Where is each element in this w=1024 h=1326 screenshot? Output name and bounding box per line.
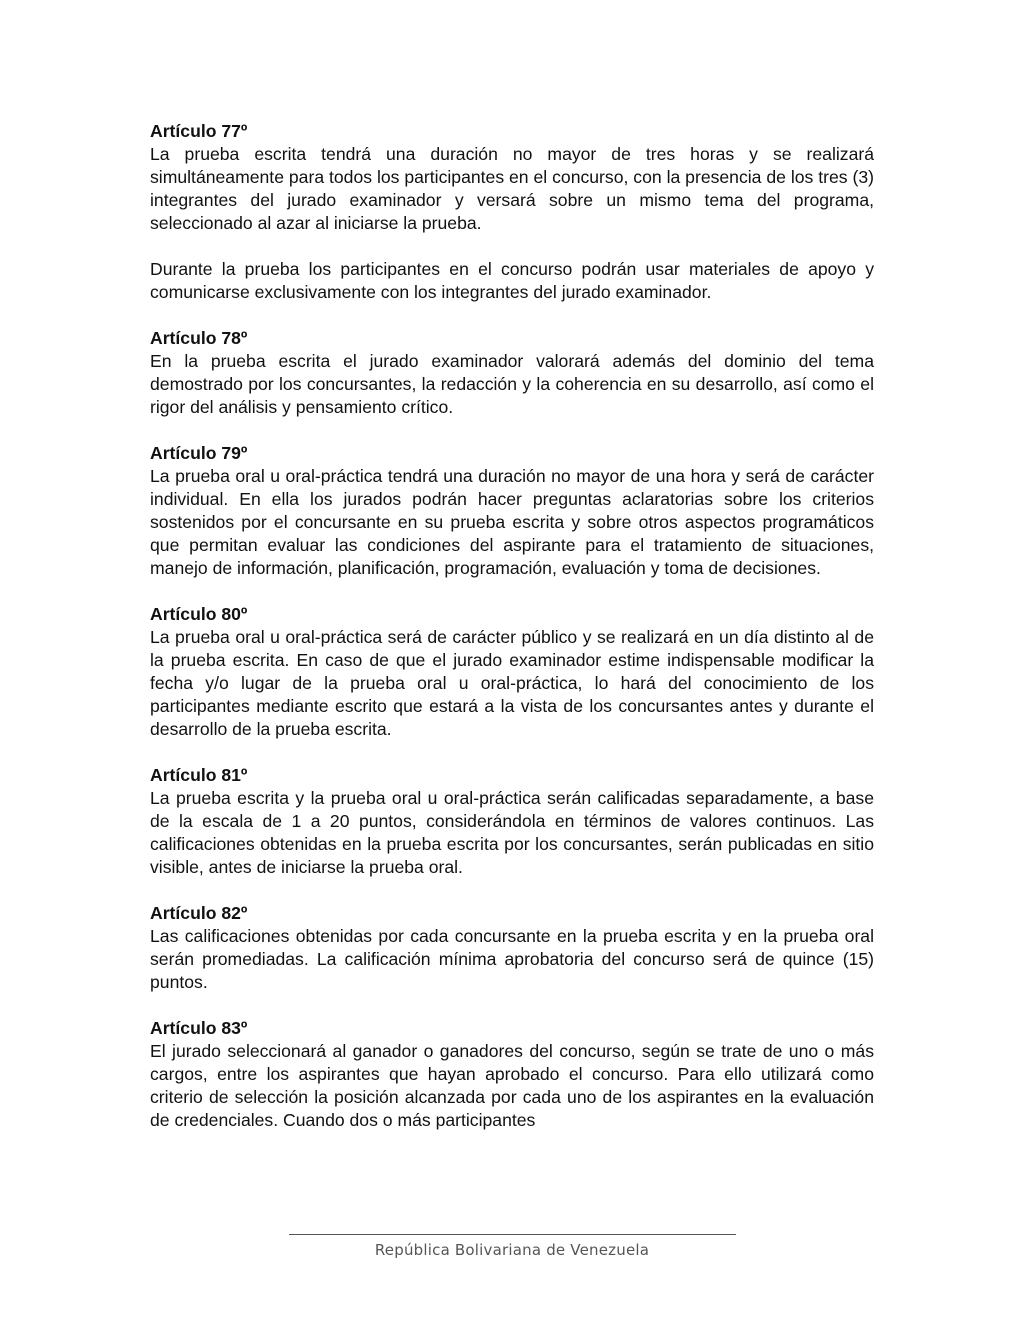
article-title: Artículo 81º	[150, 765, 248, 785]
page-footer: República Bolivariana de Venezuela	[374, 1241, 650, 1259]
article-title: Artículo 82º	[150, 903, 248, 923]
document-body	[150, 120, 874, 1155]
article-paragraph: La prueba oral u oral-práctica será de carácter público y se realizará en un día distinto al de la prueba escrita. En caso de que el jurado examinador estime indispensable modificar la fecha y/o lugar de la prueba oral u oral-práctica, lo hará del conocimiento de los participantes mediante escrito que estará a la vista de los concursantes antes y durante el desarrollo de la prueba escrita.	[150, 627, 874, 739]
article-paragraph: La prueba escrita y la prueba oral u oral-práctica serán calificadas separadamente, a base de la escala de 1 a 20 puntos, considerándola en términos de valores continuos. Las calificaciones obtenidas en la prueba escrita por los concursantes, serán publicadas en sitio visible, antes de iniciarse la prueba oral.	[150, 788, 874, 877]
article-paragraph: Las calificaciones obtenidas por cada concursante en la prueba escrita y en la prueba oral serán promediadas. La calificación mínima aprobatoria del concurso será de quince (15) puntos.	[150, 926, 874, 992]
article-paragraph: La prueba escrita tendrá una duración no mayor de tres horas y se realizará simultáneamente para todos los participantes en el concurso, con la presencia de los tres (3) integrantes del jurado examinador y versará sobre un mismo tema del programa, seleccionado al azar al iniciarse la prueba.	[150, 144, 874, 233]
article-title: Artículo 83º	[150, 1018, 248, 1038]
article-paragraph: Durante la prueba los participantes en el concurso podrán usar materiales de apoyo y comunicarse exclusivamente con los integrantes del jurado examinador.	[150, 259, 874, 302]
article-title: Artículo 78º	[150, 328, 248, 348]
article-title: Artículo 80º	[150, 604, 248, 624]
article-77	[150, 120, 874, 304]
article-title: Artículo 77º	[150, 121, 248, 141]
article-paragraph: El jurado seleccionará al ganador o ganadores del concurso, según se trate de uno o más cargos, entre los aspirantes que hayan aprobado el concurso. Para ello utilizará como criterio de selección la posición alcanzada por cada uno de los aspirantes en la evaluación de credenciales. Cuando dos o más participantes	[150, 1041, 874, 1130]
article-title: Artículo 79º	[150, 443, 248, 463]
article-paragraph: En la prueba escrita el jurado examinador valorará además del dominio del tema demostrado por los concursantes, la redacción y la coherencia en su desarrollo, así como el rigor del análisis y pensamiento crítico.	[150, 351, 874, 417]
article-78	[150, 327, 874, 419]
footer-divider	[289, 1234, 736, 1235]
article-83	[150, 1017, 874, 1132]
article-81	[150, 764, 874, 879]
article-80	[150, 603, 874, 741]
article-paragraph: La prueba oral u oral-práctica tendrá una duración no mayor de una hora y será de carácter individual. En ella los jurados podrán hacer preguntas aclaratorias sobre los criterios sostenidos por el concursante en su prueba escrita y sobre otros aspectos programáticos que permitan evaluar las condiciones del aspirante para el tratamiento de situaciones, manejo de información, planificación, programación, evaluación y toma de decisiones.	[150, 466, 874, 578]
article-82	[150, 902, 874, 994]
article-79	[150, 442, 874, 580]
